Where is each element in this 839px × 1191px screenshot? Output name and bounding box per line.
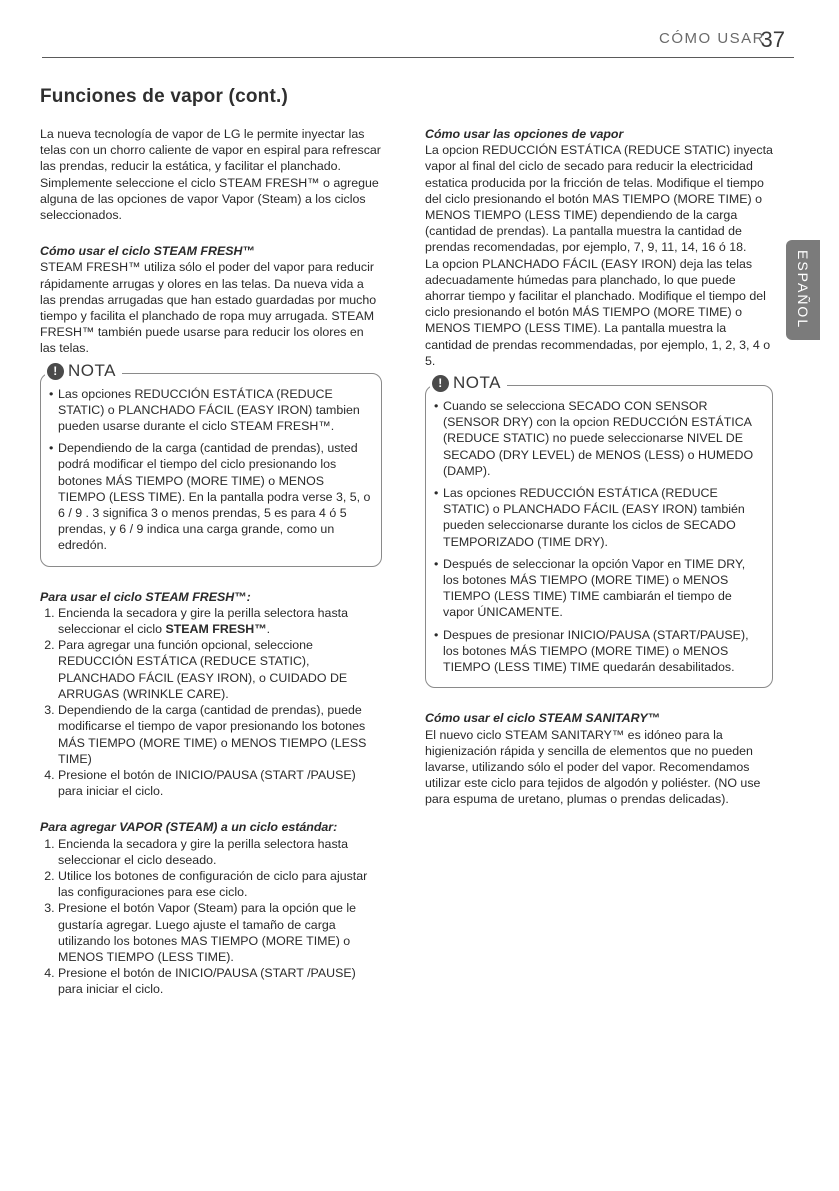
note-list bbox=[434, 398, 764, 675]
note-label bbox=[430, 375, 507, 392]
step-text-end: . bbox=[266, 622, 271, 637]
easy-iron-paragraph: La opcion PLANCHADO FÁCIL (EASY IRON) deja las telas adecuadamente húmedas para planchado, lo que puede ahorrar tiempo y facilitar el planchado. Modifique el tiempo del ciclo presionando el botón MÁS TIEMPO (MORE TIME) o MENOS TIEMPO (LESS TIME). La pantalla muestra la cantidad de prendas recommendadas, por ejemplo, 1, 2, 3, 4 o 5. bbox=[425, 256, 771, 368]
language-tab-label: ESPAÑOL bbox=[795, 250, 811, 330]
step-item: 1. Encienda la secadora y gire la perilla selectora hasta seleccionar el ciclo deseado. bbox=[58, 836, 382, 868]
steam-fresh-heading: Cómo usar el ciclo STEAM FRESH™ bbox=[40, 244, 255, 259]
step-item bbox=[58, 605, 382, 637]
note-label-text: NOTA bbox=[68, 361, 116, 381]
note-item: • Despues de presionar INICIO/PAUSA (START/PAUSE), los botones MÁS TIEMPO (MORE TIME) o MENOS TIEMPO (LESS TIME) TIME quedarán desabilitados. bbox=[434, 627, 764, 676]
page-title: Funciones de vapor (cont.) bbox=[40, 86, 288, 107]
left-column bbox=[40, 126, 382, 998]
step-item: 3. Dependiendo de la carga (cantidad de prendas), puede modificarse el tiempo de vapor presionando los botones MÁS TIEMPO (MORE TIME) o MENOS TIEMPO (LESS TIME) bbox=[58, 702, 382, 767]
note-item: • Dependiendo de la carga (cantidad de prendas), usted podrá modificar el tiempo del ciclo presionando los botones MÁS TIEMPO (MORE TIME) o MENOS TIEMPO (LESS TIME). En la pantalla podra verse 3, 5, o 6 / 9 . 3 significa 3 o menos prendas, 5 es para 4 ó 5 prendas, y 6 / 9 indica una carga grande, como un edredón. bbox=[49, 440, 373, 553]
step-item: 2. Para agregar una función opcional, seleccione REDUCCIÓN ESTÁTICA (REDUCE STATIC), PLANCHADO FÁCIL (EASY IRON), o CUIDADO DE ARRUGAS (WRINKLE CARE). bbox=[58, 637, 382, 702]
intro-paragraph: La nueva tecnología de vapor de LG le permite inyectar las telas con un chorro caliente de vapor en espiral para refrescar las prendas, reducir la estática, y facilitar el planchado. Simplemente seleccione el ciclo STEAM FRESH™ o agregue alguna de las opciones de vapor Vapor (Steam) a los ciclos seleccionados. bbox=[40, 127, 381, 223]
note-label bbox=[45, 363, 122, 380]
page-number: 37 bbox=[760, 27, 785, 52]
note-item: • Las opciones REDUCCIÓN ESTÁTICA (REDUCE STATIC) o PLANCHADO FÁCIL (EASY IRON) tambien pueden usarse durante el ciclo STEAM FRESH™. bbox=[49, 386, 373, 435]
add-steam-heading: Para agregar VAPOR (STEAM) a un ciclo estándar: bbox=[40, 820, 338, 835]
add-steam-steps bbox=[40, 836, 382, 998]
header-divider bbox=[42, 57, 794, 58]
language-tab bbox=[786, 240, 820, 340]
steam-options-heading: Cómo usar las opciones de vapor bbox=[425, 127, 624, 141]
use-steam-fresh-steps bbox=[40, 605, 382, 799]
exclamation-icon: ! bbox=[47, 363, 64, 380]
note-item: • Cuando se selecciona SECADO CON SENSOR (SENSOR DRY) con la opcion REDUCCIÓN ESTÁTICA (REDUCE STATIC) no puede seleccionarse NIVEL DE SECADO (DRY LEVEL) de MENOS (LESS) o HUMEDO (DAMP). bbox=[434, 398, 764, 479]
step-item: 3. Presione el botón Vapor (Steam) para la opción que le gustaría agregar. Luego ajuste el tamaño de carga utilizando los botones MAS TIEMPO (MORE TIME) o MENOS TIEMPO (LESS TIME). bbox=[58, 900, 382, 965]
right-column bbox=[425, 126, 773, 808]
step-text: Encienda la secadora y gire la perilla selectora hasta seleccionar el ciclo bbox=[58, 605, 348, 637]
exclamation-icon: ! bbox=[432, 375, 449, 392]
steam-fresh-paragraph: STEAM FRESH™ utiliza sólo el poder del vapor para reducir rápidamente arrugas y olores en las telas. Da nueva vida a las prendas arrugadas que han estado guardadas por mucho tiempo y facilita el planchado de ropa muy arrugada. STEAM FRESH™ también puede usarse para reducir los olores en las telas. bbox=[40, 260, 377, 356]
note-item: • Las opciones REDUCCIÓN ESTÁTICA (REDUCE STATIC) o PLANCHADO FÁCIL (EASY IRON) también pueden seleccionarse durante los ciclos de SECADO TEMPORIZADO (TIME DRY). bbox=[434, 485, 764, 550]
section-title: CÓMO USAR bbox=[658, 30, 765, 47]
note-label-text: NOTA bbox=[453, 373, 501, 393]
use-steam-fresh-heading: Para usar el ciclo STEAM FRESH™: bbox=[40, 589, 251, 604]
steam-sanitary-paragraph: El nuevo ciclo STEAM SANITARY™ es idóneo para la higienización rápida y sencilla de elementos que no pueden lavarse, utilizando sólo el poder del vapor. Recomendamos utilizar este ciclo para tejidos de algodón y poliéster. (NO use para espuma de uretano, plumas o prendas delicadas). bbox=[425, 727, 761, 807]
reduce-static-paragraph: La opcion REDUCCIÓN ESTÁTICA (REDUCE STATIC) inyecta vapor al final del ciclo de secado para reducir la electricidad estatica producida por la fricción de telas. Modifique el tiempo del ciclo presionando el botón MAS TIEMPO (MORE TIME) o MENOS TIEMPO (LESS TIME) dependiendo de la carga (cantidad de prendas). La pantalla muestra la cantidad de prendas recomendadas, por ejemplo, 7, 9, 11, 14, 16 ó 18. bbox=[425, 143, 773, 255]
note-item: • Después de seleccionar la opción Vapor en TIME DRY, los botones MÁS TIEMPO (MORE TIME) o MENOS TIEMPO (LESS TIME) TIME cambiarán el tiempo de vapor ÚNICAMENTE. bbox=[434, 556, 764, 621]
step-item: 4. Presione el botón de INICIO/PAUSA (START /PAUSE) para iniciar el ciclo. bbox=[58, 767, 382, 799]
note-box bbox=[425, 373, 773, 688]
step-item: 4. Presione el botón de INICIO/PAUSA (START /PAUSE) para iniciar el ciclo. bbox=[58, 965, 382, 997]
cycle-name: STEAM FRESH™ bbox=[165, 622, 267, 637]
step-item: 2. Utilice los botones de configuración de ciclo para ajustar las configuraciones para ese ciclo. bbox=[58, 868, 382, 900]
note-list bbox=[49, 386, 373, 554]
note-box bbox=[40, 361, 382, 567]
steam-sanitary-heading: Cómo usar el ciclo STEAM SANITARY™ bbox=[425, 711, 661, 726]
